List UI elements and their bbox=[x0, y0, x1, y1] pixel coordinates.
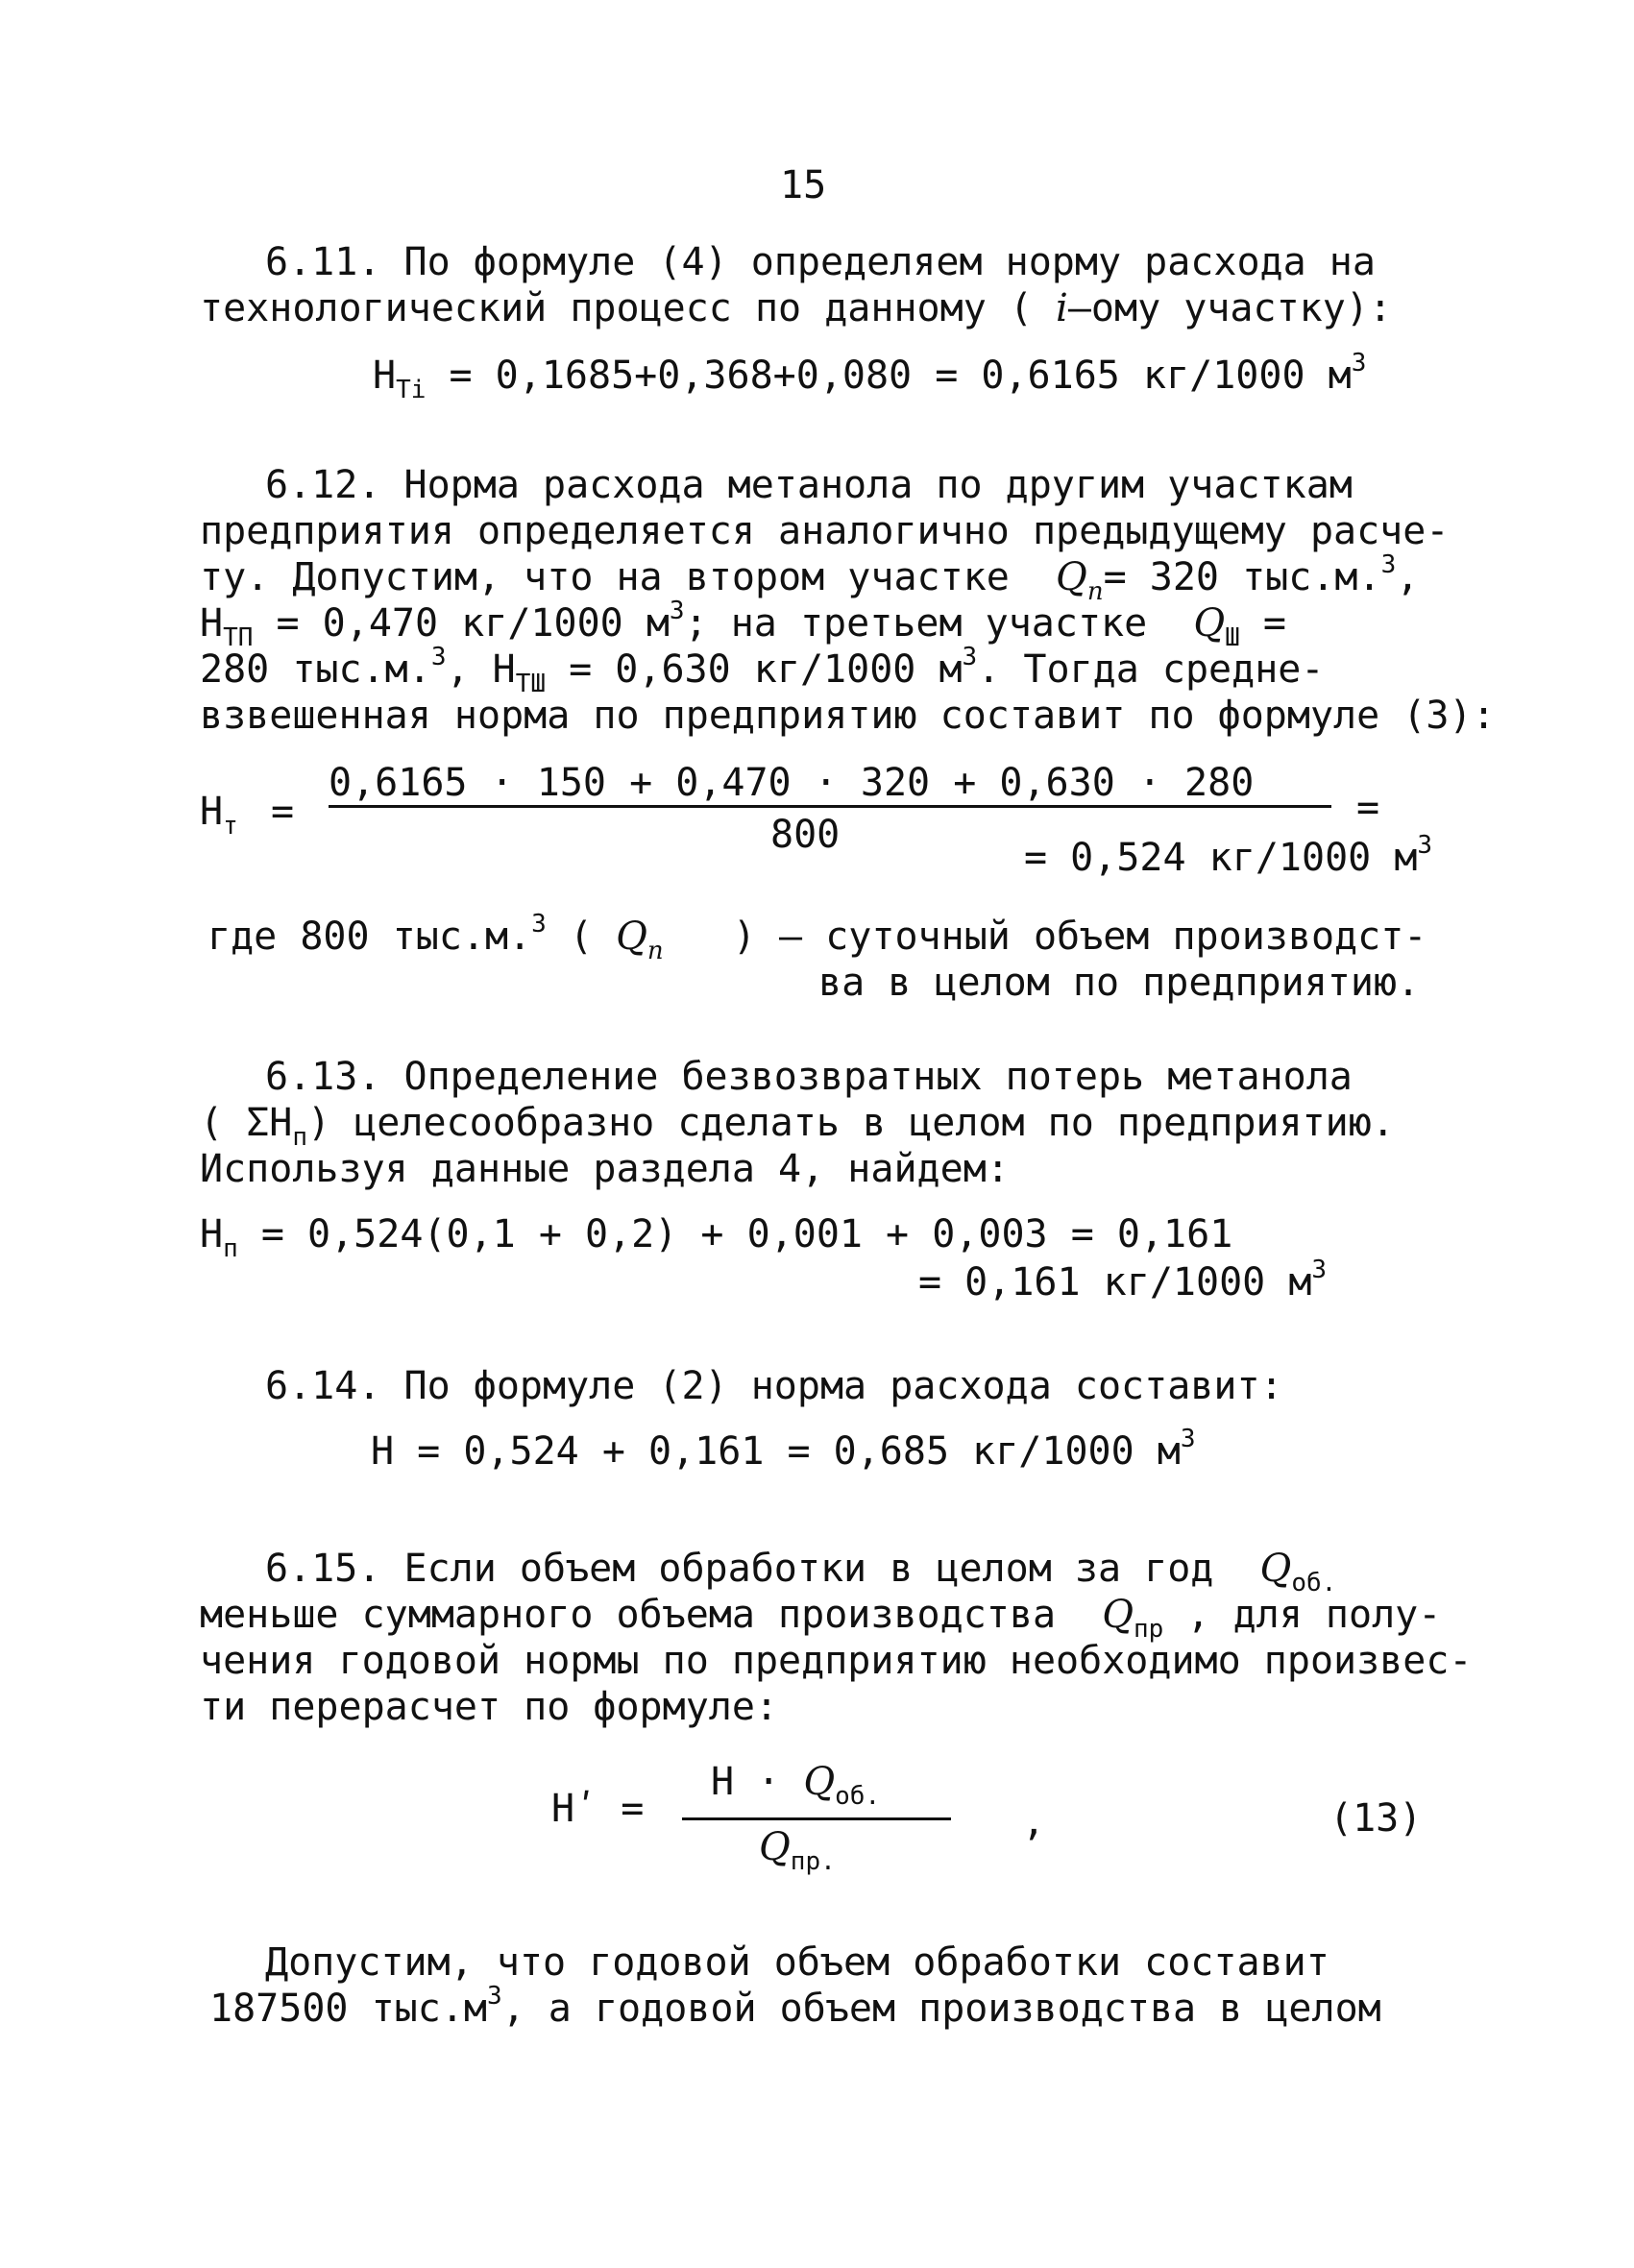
h-subscript: т bbox=[223, 812, 238, 841]
h-symbol: H bbox=[551, 1787, 575, 1831]
q-subscript: пр. bbox=[790, 1847, 836, 1876]
superscript-3: 3 bbox=[1311, 1256, 1328, 1284]
i-symbol: i bbox=[1056, 286, 1068, 330]
formula-13-bar bbox=[682, 1817, 951, 1820]
para-6-15-line-4: ти перерасчет по формуле: bbox=[200, 1685, 779, 1729]
where-text-end: ) – суточный объем производст- bbox=[732, 915, 1427, 959]
para-6-15-line-3: чения годовой нормы по предприятию необходимо произвес- bbox=[200, 1639, 1473, 1683]
closing-line-1: Допустим, что годовой объем обработки составит bbox=[265, 1940, 1329, 1985]
q-subscript: пр bbox=[1134, 1615, 1164, 1644]
fraction-equals-2: = bbox=[1356, 786, 1380, 830]
formula-6-13-result bbox=[918, 1256, 1328, 1305]
para-6-13-text: ) целесообразно сделать в целом по предприятию. bbox=[307, 1101, 1395, 1145]
para-6-12-text: . Тогда средне- bbox=[977, 647, 1325, 692]
paren-open: ( bbox=[569, 915, 593, 959]
formula-value: H = 0,524 + 0,161 = 0,685 кг/1000 м bbox=[371, 1429, 1181, 1474]
para-6-12-text: ; на третьем участке bbox=[684, 601, 1148, 646]
formula-6-14 bbox=[371, 1425, 1196, 1474]
para-6-15-line-2 bbox=[200, 1593, 1442, 1644]
para-6-12-line-6: взвешенная норма по предприятию составит по формуле (3): bbox=[200, 694, 1496, 738]
superscript-3: 3 bbox=[486, 1982, 502, 2011]
para-6-12-line-1: 6.12. Норма расхода метанола по другим участкам bbox=[265, 463, 1353, 507]
where-line-1 bbox=[207, 910, 1427, 965]
where-line-2: ва в целом по предприятию. bbox=[818, 961, 1421, 1005]
formula-13-lhs bbox=[551, 1787, 644, 1831]
h-symbol: H bbox=[200, 790, 224, 834]
value-320: = 320 тыс.м. bbox=[1103, 555, 1381, 599]
para-6-12-line-4 bbox=[200, 597, 1287, 652]
para-6-13-line-1: 6.13. Определение безвозвратных потерь метанола bbox=[265, 1055, 1353, 1099]
h-dot: H · bbox=[711, 1760, 781, 1804]
result-0161: = 0,161 кг/1000 м bbox=[918, 1260, 1312, 1305]
fraction-denominator: 800 bbox=[770, 813, 841, 857]
para-6-13-line-2 bbox=[200, 1101, 1395, 1152]
formula-value: = 0,524(0,1 + 0,2) + 0,001 + 0,003 = 0,161 bbox=[260, 1212, 1233, 1256]
para-6-13-line-3: Используя данные раздела 4, найдем: bbox=[200, 1147, 1010, 1191]
q-symbol: Q bbox=[1102, 1593, 1134, 1637]
h-subscript: п bbox=[292, 1123, 308, 1152]
result-0524: = 0,524 кг/1000 м bbox=[1024, 836, 1418, 880]
q-symbol: Q bbox=[1259, 1547, 1292, 1591]
formula-13-number: (13) bbox=[1329, 1796, 1423, 1841]
equals: = bbox=[621, 1787, 645, 1831]
h-symbol: H bbox=[200, 1212, 224, 1256]
fraction-bar bbox=[329, 805, 1331, 808]
para-6-11-line-2 bbox=[200, 286, 1392, 330]
fraction-lhs bbox=[200, 790, 238, 841]
sigma-symbol: Σ bbox=[246, 1101, 270, 1145]
page-number: 15 bbox=[780, 163, 827, 207]
para-6-12-text: ту. Допустим, что на втором участке bbox=[200, 555, 1010, 599]
para-6-14-line-1: 6.14. По формуле (2) норма расхода составит: bbox=[265, 1364, 1283, 1408]
q-subscript: об. bbox=[835, 1782, 881, 1811]
equals: = bbox=[1262, 601, 1287, 646]
formula-13-numerator bbox=[711, 1760, 881, 1811]
para-6-15-text: 6.15. Если объем обработки в целом за год bbox=[265, 1547, 1214, 1591]
superscript-3: 3 bbox=[1417, 831, 1433, 860]
fraction-equals: = bbox=[271, 790, 295, 834]
value-187500: 187500 тыс.м bbox=[209, 1987, 487, 2031]
para-6-12-line-2: предприятия определяется аналогично предыдущему расче- bbox=[200, 509, 1450, 553]
q-symbol: Q bbox=[759, 1825, 791, 1869]
closing-text: , а годовой объем производства в целом bbox=[501, 1987, 1381, 2031]
fraction-result bbox=[1024, 831, 1433, 880]
para-6-11-text: технологический процесс по данному ( bbox=[200, 286, 1033, 330]
q-subscript: Ш bbox=[1225, 623, 1240, 652]
value-280: 280 тыс.м. bbox=[200, 647, 431, 692]
superscript-3: 3 bbox=[962, 643, 978, 671]
h-symbol: H bbox=[269, 1101, 293, 1145]
h-symbol: , H bbox=[446, 647, 516, 692]
q-symbol: Q bbox=[616, 915, 647, 959]
q-subscript: п bbox=[646, 937, 664, 965]
superscript-3: 3 bbox=[1380, 550, 1397, 579]
q-symbol: Q bbox=[1056, 555, 1087, 599]
q-symbol: Q bbox=[803, 1760, 836, 1804]
h-subscript: п bbox=[223, 1234, 238, 1263]
superscript-3: 3 bbox=[1351, 349, 1367, 378]
superscript-3: 3 bbox=[1180, 1425, 1196, 1453]
formula-13-comma: , bbox=[1022, 1800, 1046, 1844]
h-symbol: H bbox=[200, 601, 224, 646]
formula-value: = 0,1685+0,368+0,080 = 0,6165 кг/1000 м bbox=[449, 354, 1352, 398]
h-subscript: ТП bbox=[223, 623, 254, 652]
h-subscript: ТШ bbox=[515, 670, 547, 698]
para-6-15-text: меньше суммарного объема производства bbox=[200, 1593, 1057, 1637]
formula-13-denominator bbox=[759, 1825, 836, 1876]
para-6-11-line-1: 6.11. По формуле (4) определяем норму расхода на bbox=[265, 240, 1376, 284]
para-6-15-line-1 bbox=[265, 1547, 1337, 1597]
superscript-3: 3 bbox=[531, 910, 547, 939]
formula-h: H bbox=[373, 354, 397, 398]
q-subscript: п bbox=[1086, 577, 1104, 606]
closing-line-2 bbox=[209, 1982, 1381, 2031]
superscript-3: 3 bbox=[669, 597, 685, 625]
para-6-12-line-3: ту. Допустим, что на втором участке $Q_п= 320$ тыс.м.$^3$, bbox=[200, 550, 1420, 606]
formula-6-13 bbox=[200, 1212, 1233, 1263]
para-6-15-text-end: , для полу- bbox=[1186, 1593, 1442, 1637]
q-subscript: об. bbox=[1291, 1569, 1337, 1597]
where-text: где 800 тыс.м. bbox=[207, 915, 532, 959]
q-symbol: Q bbox=[1193, 601, 1226, 646]
value-0630: = 0,630 кг/1000 м bbox=[569, 647, 963, 692]
superscript-3: 3 bbox=[430, 643, 447, 671]
value-0470: = 0,470 кг/1000 м bbox=[276, 601, 670, 646]
formula-subscript: Ti bbox=[396, 376, 427, 404]
prime-mark: ʹ bbox=[574, 1787, 598, 1831]
formula-6-11 bbox=[373, 349, 1367, 404]
paren-open: ( bbox=[200, 1101, 224, 1145]
fraction-numerator: 0,6165 · 150 + 0,470 · 320 + 0,630 · 280 bbox=[329, 761, 1255, 805]
para-6-11-text-end: –ому участку): bbox=[1067, 286, 1392, 330]
para-6-12-line-5 bbox=[200, 643, 1325, 698]
